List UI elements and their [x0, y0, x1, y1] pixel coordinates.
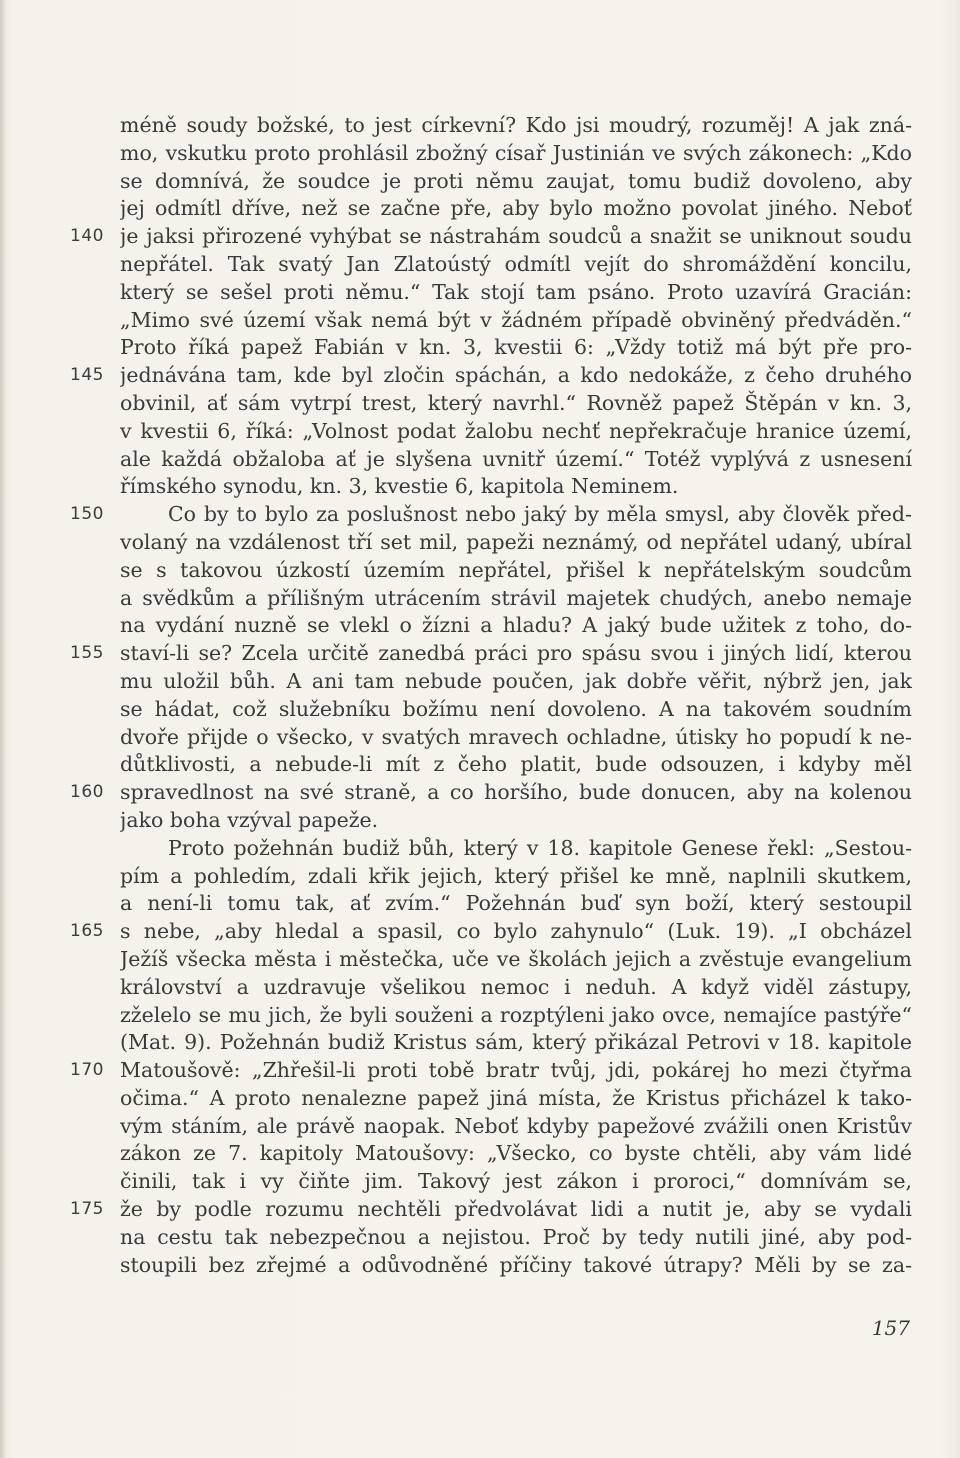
line-text: vým stáním, ale právě naopak. Neboť kdyby papežové zvážili onen Kristův [120, 1113, 912, 1138]
text-line [0, 1029, 960, 1057]
text-line [0, 112, 960, 140]
line-number: 160 [70, 782, 104, 803]
line-text: a není-li tomu tak, ať zvím.“ Požehnán buď syn boží, který sestoupil [120, 891, 912, 916]
line-text: že by podle rozumu nechtěli předvolávat lidi a nutit je, aby se vydali [120, 1197, 912, 1222]
text-line [0, 668, 960, 696]
line-text: zželelo se mu jich, že byli souženi a rozptýleni jako ovce, nemajíce pastýře“ [120, 1002, 912, 1027]
line-text: se domnívá, že soudce je proti němu zaujat, tomu budiž dovoleno, aby [120, 168, 912, 193]
text-line [0, 835, 960, 863]
line-text: v kvestii 6, říká: „Volnost podat žalobu nechť nepřekračuje hranice území, [120, 418, 912, 443]
line-number: 140 [70, 226, 104, 247]
line-text: mo, vskutku proto prohlásil zbožný císař Justinián ve svých zákonech: „Kdo [120, 140, 912, 165]
line-text: mu uložil bůh. A ani tam nebude poučen, jak dobře věřit, nýbrž jen, jak [120, 668, 912, 693]
text-line [0, 1002, 960, 1030]
line-text: jako boha vzýval papeže. [120, 807, 379, 832]
line-text: a svědkům a přílišným utrácením strávil majetek chudých, anebo nemaje [120, 585, 912, 610]
text-line [0, 334, 960, 362]
text-line [0, 918, 960, 946]
text-line [0, 501, 960, 529]
line-text: království a uzdravuje všelikou nemoc i neduh. A když viděl zástupy, [120, 974, 912, 999]
text-line [0, 779, 960, 807]
text-line [0, 362, 960, 390]
text-line [0, 1196, 960, 1224]
body-text [0, 112, 960, 1279]
line-text: obvinil, ať sám vytrpí trest, který navrhl.“ Rovněž papež Štěpán v kn. 3, [120, 390, 912, 415]
line-text: Co by to bylo za poslušnost nebo jaký by měla smysl, aby člověk před- [168, 502, 912, 527]
line-text: pím a pohledím, zdali křik jejich, který přišel ke mně, naplnili skutkem, [120, 863, 912, 888]
line-text: činili, tak i vy čiňte jim. Takový jest zákon i proroci,“ domnívám se, [120, 1169, 912, 1194]
text-line [0, 612, 960, 640]
line-text: jednávána tam, kde byl zločin spáchán, a kdo nedokáže, z čeho druhého [120, 363, 912, 388]
line-text: jej odmítl dříve, než se začne pře, aby bylo možno povolat jiného. Neboť [120, 196, 912, 221]
line-text: staví-li se? Zcela určitě zanedbá práci pro spásu svou i jiných lidí, kterou [120, 641, 912, 666]
line-text: spravedlnost na své straně, a co horšího, bude donucen, aby na kolenou [120, 780, 912, 805]
text-line [0, 390, 960, 418]
line-number: 170 [70, 1060, 104, 1081]
text-line [0, 529, 960, 557]
text-line [0, 890, 960, 918]
text-line [0, 1140, 960, 1168]
line-text: Ježíš všecka města i městečka, uče ve školách jejich a zvěstuje evangelium [120, 946, 912, 971]
text-line [0, 307, 960, 335]
line-text: méně soudy božské, to jest církevní? Kdo jsi moudrý, rozuměj! A jak zná- [120, 113, 912, 137]
line-text: zákon ze 7. kapitoly Matoušovy: „Všecko, co byste chtěli, aby vám lidé [120, 1141, 912, 1166]
line-number: 145 [70, 365, 104, 386]
page-number: 157 [871, 1316, 910, 1340]
text-line [0, 557, 960, 585]
line-number: 175 [70, 1199, 104, 1220]
line-text: očima.“ A proto nenalezne papež jiná místa, že Kristus přicházel k tako- [120, 1085, 912, 1110]
text-line [0, 585, 960, 613]
line-text: se hádat, což služebníku božímu není dovoleno. A na takovém soudním [120, 696, 912, 721]
line-text: na vydání nuzně se vlekl o žízni a hladu? A jaký bude užitek z toho, do- [120, 613, 912, 638]
line-text: Proto požehnán budiž bůh, který v 18. kapitole Genese řekl: „Sestou- [168, 835, 912, 860]
line-text: Matoušově: „Zhřešil-li proti tobě bratr tvůj, jdi, pokárej ho mezi čtyřma [120, 1058, 912, 1083]
text-line [0, 807, 960, 835]
text-line [0, 140, 960, 168]
text-line [0, 974, 960, 1002]
text-line [0, 751, 960, 779]
line-text: důtklivosti, a nebude-li mít z čeho platit, bude odsouzen, i kdyby měl [120, 752, 912, 777]
text-line [0, 1057, 960, 1085]
text-line [0, 446, 960, 474]
line-text: „Mimo své území však nemá být v žádném případě obviněný předváděn.“ [120, 307, 912, 332]
line-text: je jaksi přirozené vyhýbat se nástrahám soudců a snažit se uniknout soudu [120, 224, 912, 249]
line-text: na cestu tak nebezpečnou a nejistou. Proč by tedy nutili jiné, aby pod- [120, 1224, 912, 1249]
text-line [0, 863, 960, 891]
text-line [0, 640, 960, 668]
line-number: 150 [70, 504, 104, 525]
line-text: se s takovou úzkostí územím nepřátel, přišel k nepřátelským soudcům [120, 557, 912, 582]
text-line [0, 223, 960, 251]
text-line [0, 195, 960, 223]
text-line [0, 1252, 960, 1280]
text-line [0, 1113, 960, 1141]
text-line [0, 1224, 960, 1252]
line-text: volaný na vzdálenost tří set mil, papeži neznámý, od nepřátel udaný, ubíral [120, 529, 912, 554]
line-text: ale každá obžaloba ať je slyšena uvnitř území.“ Totéž vyplývá z usnesení [120, 446, 912, 471]
line-text: dvoře přijde o všecko, v svatých mravech ochladne, útisky ho popudí k ne- [120, 724, 912, 749]
text-line [0, 473, 960, 501]
text-line [0, 279, 960, 307]
text-line [0, 418, 960, 446]
line-text: (Mat. 9). Požehnán budiž Kristus sám, který přikázal Petrovi v 18. kapitole [120, 1030, 912, 1055]
line-text: Proto říká papež Fabián v kn. 3, kvestii 6: „Vždy totiž má být pře pro- [120, 335, 912, 360]
text-line [0, 168, 960, 196]
line-number: 165 [70, 921, 104, 942]
text-line [0, 251, 960, 279]
text-line [0, 1168, 960, 1196]
text-line [0, 696, 960, 724]
line-text: který se sešel proti němu.“ Tak stojí tam psáno. Proto uzavírá Gracián: [120, 279, 912, 304]
text-line [0, 946, 960, 974]
line-text: s nebe, „aby hledal a spasil, co bylo zahynulo“ (Luk. 19). „I obcházel [120, 919, 912, 944]
text-line [0, 1085, 960, 1113]
line-text: nepřátel. Tak svatý Jan Zlatoústý odmítl vejít do shromáždění koncilu, [120, 251, 912, 276]
line-text: stoupili bez zřejmé a odůvodněné příčiny takové útrapy? Měli by se za- [120, 1252, 912, 1277]
text-line [0, 724, 960, 752]
line-number: 155 [70, 643, 104, 664]
line-text: římského synodu, kn. 3, kvestie 6, kapitola Neminem. [120, 474, 679, 499]
